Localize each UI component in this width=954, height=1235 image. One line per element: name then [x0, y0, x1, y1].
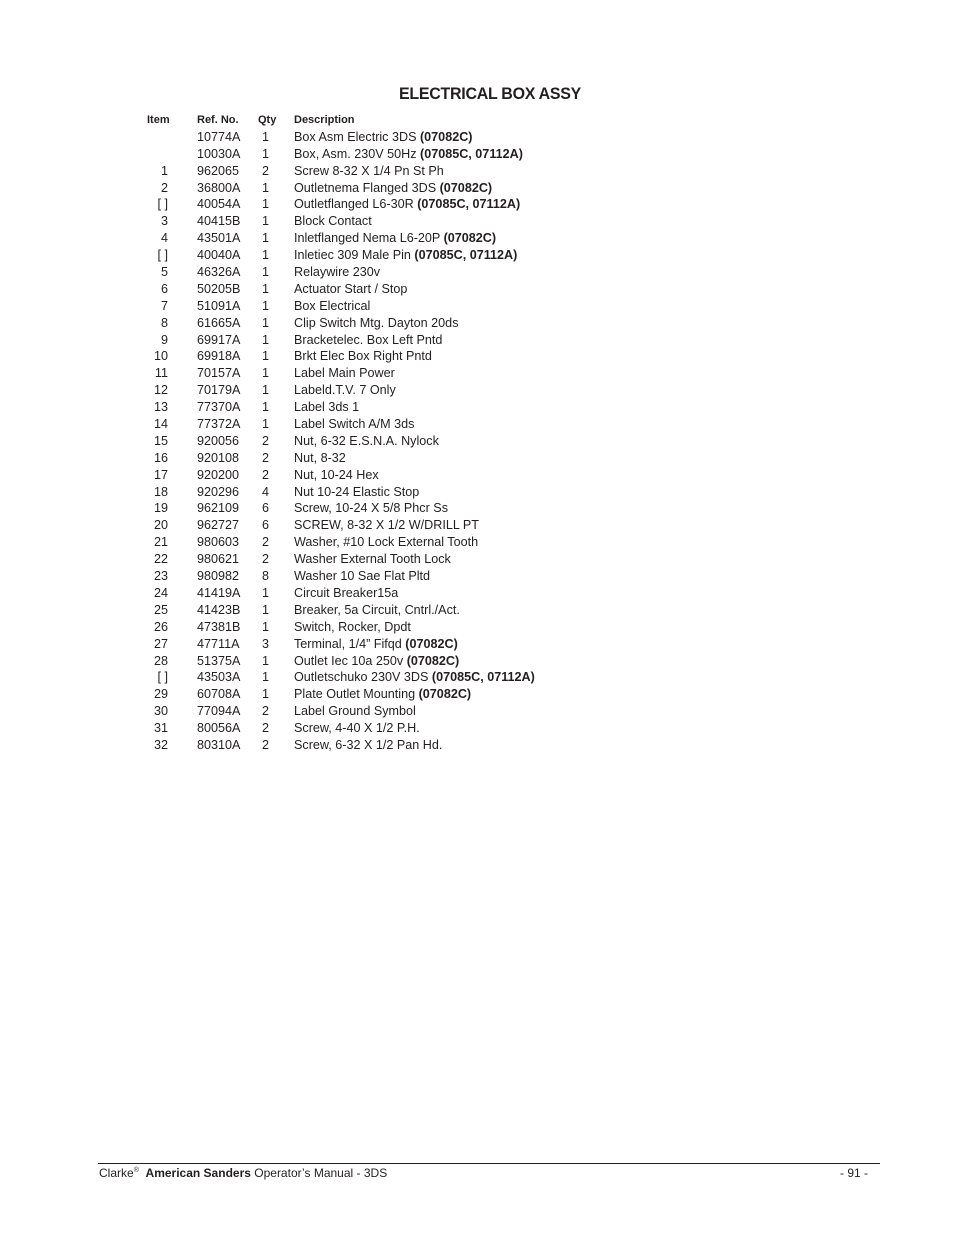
description	[294, 382, 396, 399]
ref-number: 50205B	[197, 281, 241, 296]
quantity: 1	[262, 383, 270, 398]
quantity: 1	[262, 417, 270, 432]
description-text: Relaywire 230v	[294, 265, 381, 280]
description-text: Nut, 10-24 Hex	[294, 467, 379, 482]
ref-number: 60708A	[197, 687, 241, 702]
ref-number: 10030A	[197, 146, 241, 161]
ref-number: 40040A	[197, 248, 241, 263]
quantity: 1	[262, 180, 270, 195]
ref-number: 41423B	[197, 602, 241, 617]
ref-number: 47381B	[197, 619, 241, 634]
description	[294, 720, 420, 737]
item-number: 10	[153, 349, 168, 364]
ref-number: 80056A	[197, 721, 241, 736]
quantity: 1	[262, 265, 270, 280]
description	[294, 551, 451, 568]
description	[294, 585, 398, 602]
quantity: 2	[262, 433, 270, 448]
ref-number: 962065	[197, 163, 240, 178]
description-text: Nut, 8-32	[294, 450, 346, 465]
quantity: 1	[262, 332, 270, 347]
quantity: 2	[262, 737, 270, 752]
description	[294, 450, 346, 467]
description	[294, 500, 448, 517]
footer-company: Clarke	[99, 1166, 134, 1180]
model-codes: (07082C)	[443, 231, 497, 246]
model-codes: (07082C)	[406, 653, 460, 668]
model-codes: (07082C)	[419, 129, 473, 144]
item-number: [ ]	[157, 670, 168, 685]
description	[294, 315, 459, 332]
description-text: Switch, Rocker, Dpdt	[294, 619, 411, 634]
description	[294, 230, 496, 247]
quantity: 2	[262, 704, 270, 719]
model-codes: (07085C, 07112A)	[420, 146, 523, 161]
quantity: 1	[262, 298, 270, 313]
description	[294, 163, 444, 180]
registered-mark: ®	[133, 1167, 139, 1174]
header-item: Item	[147, 114, 170, 126]
item-number: 23	[153, 569, 168, 584]
item-number: 14	[153, 417, 168, 432]
quantity: 4	[262, 484, 270, 499]
model-codes: (07082C)	[418, 687, 472, 702]
item-number: 24	[153, 585, 168, 600]
page-number: - 91 -	[839, 1166, 868, 1180]
item-number: 21	[153, 535, 168, 550]
quantity: 2	[262, 450, 270, 465]
item-number: 26	[153, 619, 168, 634]
description-text: Washer External Tooth Lock	[294, 552, 451, 567]
description	[294, 636, 458, 653]
ref-number: 80310A	[197, 737, 241, 752]
item-number: 7	[160, 298, 168, 313]
header-qty: Qty	[258, 114, 277, 126]
description	[294, 467, 379, 484]
description-text: Labeld.T.V. 7 Only	[294, 383, 396, 398]
model-codes: (07085C, 07112A)	[417, 197, 521, 212]
ref-number: 77094A	[197, 704, 241, 719]
model-codes: (07085C, 07112A)	[431, 670, 535, 685]
ref-number: 46326A	[197, 265, 241, 280]
quantity: 1	[262, 653, 270, 668]
description-text: Nut 10-24 Elastic Stop	[294, 484, 420, 499]
ref-number: 51375A	[197, 653, 241, 668]
ref-number: 920200	[197, 467, 240, 482]
ref-number: 69918A	[197, 349, 241, 364]
quantity: 1	[262, 248, 270, 263]
ref-number: 962109	[197, 501, 240, 516]
quantity: 1	[262, 129, 270, 144]
page-title: ELECTRICAL BOX ASSY	[399, 84, 582, 103]
footer-manual: Operator’s Manual - 3DS	[250, 1166, 388, 1180]
item-number: 16	[153, 450, 168, 465]
quantity: 1	[262, 687, 270, 702]
quantity: 1	[262, 619, 270, 634]
item-number: 3	[160, 214, 168, 229]
description-text: Brkt Elec Box Right Pntd	[294, 349, 432, 364]
quantity: 1	[262, 670, 270, 685]
description	[294, 146, 523, 163]
description	[294, 737, 442, 754]
description	[294, 281, 407, 298]
description-text: Outletflanged L6-30R	[294, 197, 418, 212]
item-number: 2	[160, 180, 168, 195]
quantity: 1	[262, 146, 270, 161]
quantity: 2	[262, 535, 270, 550]
description-text: Screw, 6-32 X 1/2 Pan Hd.	[294, 737, 443, 752]
item-number: 31	[153, 721, 168, 736]
quantity: 2	[262, 552, 270, 567]
description-text: Box Asm Electric 3DS	[294, 129, 420, 144]
ref-number: 920056	[197, 433, 240, 448]
item-number: 1	[160, 163, 168, 178]
ref-number: 10774A	[197, 129, 241, 144]
header-ref-no: Ref. No.	[197, 114, 239, 126]
ref-number: 920296	[197, 484, 240, 499]
description	[294, 433, 439, 450]
description-text: Circuit Breaker15a	[294, 585, 399, 600]
description	[294, 196, 520, 213]
ref-number: 47711A	[197, 636, 240, 651]
model-codes: (07082C)	[405, 636, 458, 651]
ref-number: 41419A	[197, 585, 241, 600]
quantity: 8	[262, 569, 270, 584]
ref-number: 43501A	[197, 231, 241, 246]
description-text: Plate Outlet Mounting	[294, 687, 419, 702]
item-number: 12	[153, 383, 168, 398]
description-text: Terminal, 1/4” Fifqd	[294, 636, 406, 651]
description	[294, 703, 416, 720]
item-number: [ ]	[157, 248, 168, 263]
description	[294, 517, 479, 534]
item-number: 20	[153, 518, 168, 533]
description-text: Screw, 10-24 X 5/8 Phcr Ss	[294, 501, 448, 516]
header-description: Description	[294, 114, 355, 126]
ref-number: 77370A	[197, 400, 241, 415]
quantity: 2	[262, 467, 270, 482]
item-number: 4	[160, 231, 168, 246]
description-text: Screw 8-32 X 1/4 Pn St Ph	[294, 163, 444, 178]
quantity: 1	[262, 315, 270, 330]
ref-number: 962727	[197, 518, 240, 533]
description-text: Block Contact	[294, 214, 372, 229]
description	[294, 348, 432, 365]
item-number: 19	[153, 501, 168, 516]
item-number: 29	[153, 687, 168, 702]
ref-number: 980603	[197, 535, 240, 550]
quantity: 1	[262, 366, 270, 381]
description	[294, 332, 442, 349]
description-text: Inletiec 309 Male Pin	[294, 248, 415, 263]
quantity: 1	[262, 602, 270, 617]
quantity: 2	[262, 721, 270, 736]
description	[294, 247, 517, 264]
quantity: 1	[262, 585, 270, 600]
quantity: 1	[262, 197, 270, 212]
description-text: Clip Switch Mtg. Dayton 20ds	[294, 315, 459, 330]
ref-number: 70179A	[197, 383, 241, 398]
footer-manual-title	[99, 1166, 387, 1180]
quantity: 1	[262, 349, 270, 364]
ref-number: 69917A	[197, 332, 241, 347]
description-text: Label Ground Symbol	[294, 704, 416, 719]
ref-number: 980621	[197, 552, 240, 567]
description	[294, 213, 372, 230]
item-number: 22	[153, 552, 168, 567]
description	[294, 365, 395, 382]
description-text: Bracketelec. Box Left Pntd	[294, 332, 443, 347]
description-text: Outletnema Flanged 3DS	[294, 180, 440, 195]
description-text: SCREW, 8-32 X 1/2 W/DRILL PT	[294, 518, 479, 533]
quantity: 1	[262, 400, 270, 415]
item-number: 30	[153, 704, 168, 719]
item-number: 8	[160, 315, 168, 330]
description	[294, 568, 430, 585]
ref-number: 51091A	[197, 298, 241, 313]
ref-number: 40054A	[197, 197, 241, 212]
description	[294, 534, 478, 551]
item-number: 25	[153, 602, 168, 617]
item-number: 27	[153, 636, 168, 651]
description-text: Outlet Iec 10a 250v	[294, 653, 407, 668]
description-text: Breaker, 5a Circuit, Cntrl./Act.	[294, 602, 460, 617]
description-text: Washer 10 Sae Flat Pltd	[294, 569, 431, 584]
description-text: Label 3ds 1	[294, 400, 360, 415]
description	[294, 669, 535, 686]
description-text: Box Electrical	[294, 298, 371, 313]
ref-number: 77372A	[197, 417, 241, 432]
description-text: Box, Asm. 230V 50Hz	[294, 146, 420, 161]
item-number: [ ]	[157, 197, 168, 212]
description	[294, 264, 380, 281]
description	[294, 416, 414, 433]
description	[294, 653, 459, 670]
description-text: Nut, 6-32 E.S.N.A. Nylock	[294, 433, 439, 448]
description-text: Inletflanged Nema L6-20P	[294, 231, 444, 246]
item-number: 17	[153, 467, 168, 482]
description	[294, 129, 473, 146]
description	[294, 399, 359, 416]
quantity: 3	[262, 636, 270, 651]
ref-number: 40415B	[197, 214, 241, 229]
ref-number: 980982	[197, 569, 240, 584]
item-number: 15	[153, 433, 168, 448]
item-number: 13	[153, 400, 168, 415]
item-number: 9	[160, 332, 168, 347]
quantity: 6	[262, 518, 270, 533]
ref-number: 43503A	[197, 670, 241, 685]
ref-number: 61665A	[197, 315, 241, 330]
description	[294, 619, 411, 636]
description	[294, 298, 370, 315]
ref-number: 70157A	[197, 366, 241, 381]
description-text: Label Switch A/M 3ds	[294, 417, 415, 432]
item-number: 6	[160, 281, 168, 296]
quantity: 1	[262, 281, 270, 296]
model-codes: (07082C)	[439, 180, 493, 195]
description	[294, 484, 419, 501]
ref-number: 920108	[197, 450, 240, 465]
description	[294, 686, 471, 703]
description-text: Label Main Power	[294, 366, 395, 381]
quantity: 1	[262, 231, 270, 246]
item-number: 32	[153, 737, 168, 752]
description	[294, 180, 492, 197]
model-codes: (07085C, 07112A)	[414, 248, 518, 263]
item-number: 5	[160, 265, 168, 280]
quantity: 6	[262, 501, 270, 516]
item-number: 11	[154, 366, 168, 381]
ref-number: 36800A	[197, 180, 241, 195]
item-number: 28	[153, 653, 168, 668]
description	[294, 602, 460, 619]
item-number: 18	[153, 484, 168, 499]
description-text: Outletschuko 230V 3DS	[294, 670, 432, 685]
footer-divider	[98, 1163, 880, 1164]
quantity: 1	[262, 214, 270, 229]
description-text: Washer, #10 Lock External Tooth	[294, 535, 479, 550]
description-text: Actuator Start / Stop	[294, 281, 408, 296]
footer-brand: American Sanders	[145, 1166, 251, 1180]
quantity: 2	[262, 163, 270, 178]
description-text: Screw, 4-40 X 1/2 P.H.	[294, 721, 420, 736]
